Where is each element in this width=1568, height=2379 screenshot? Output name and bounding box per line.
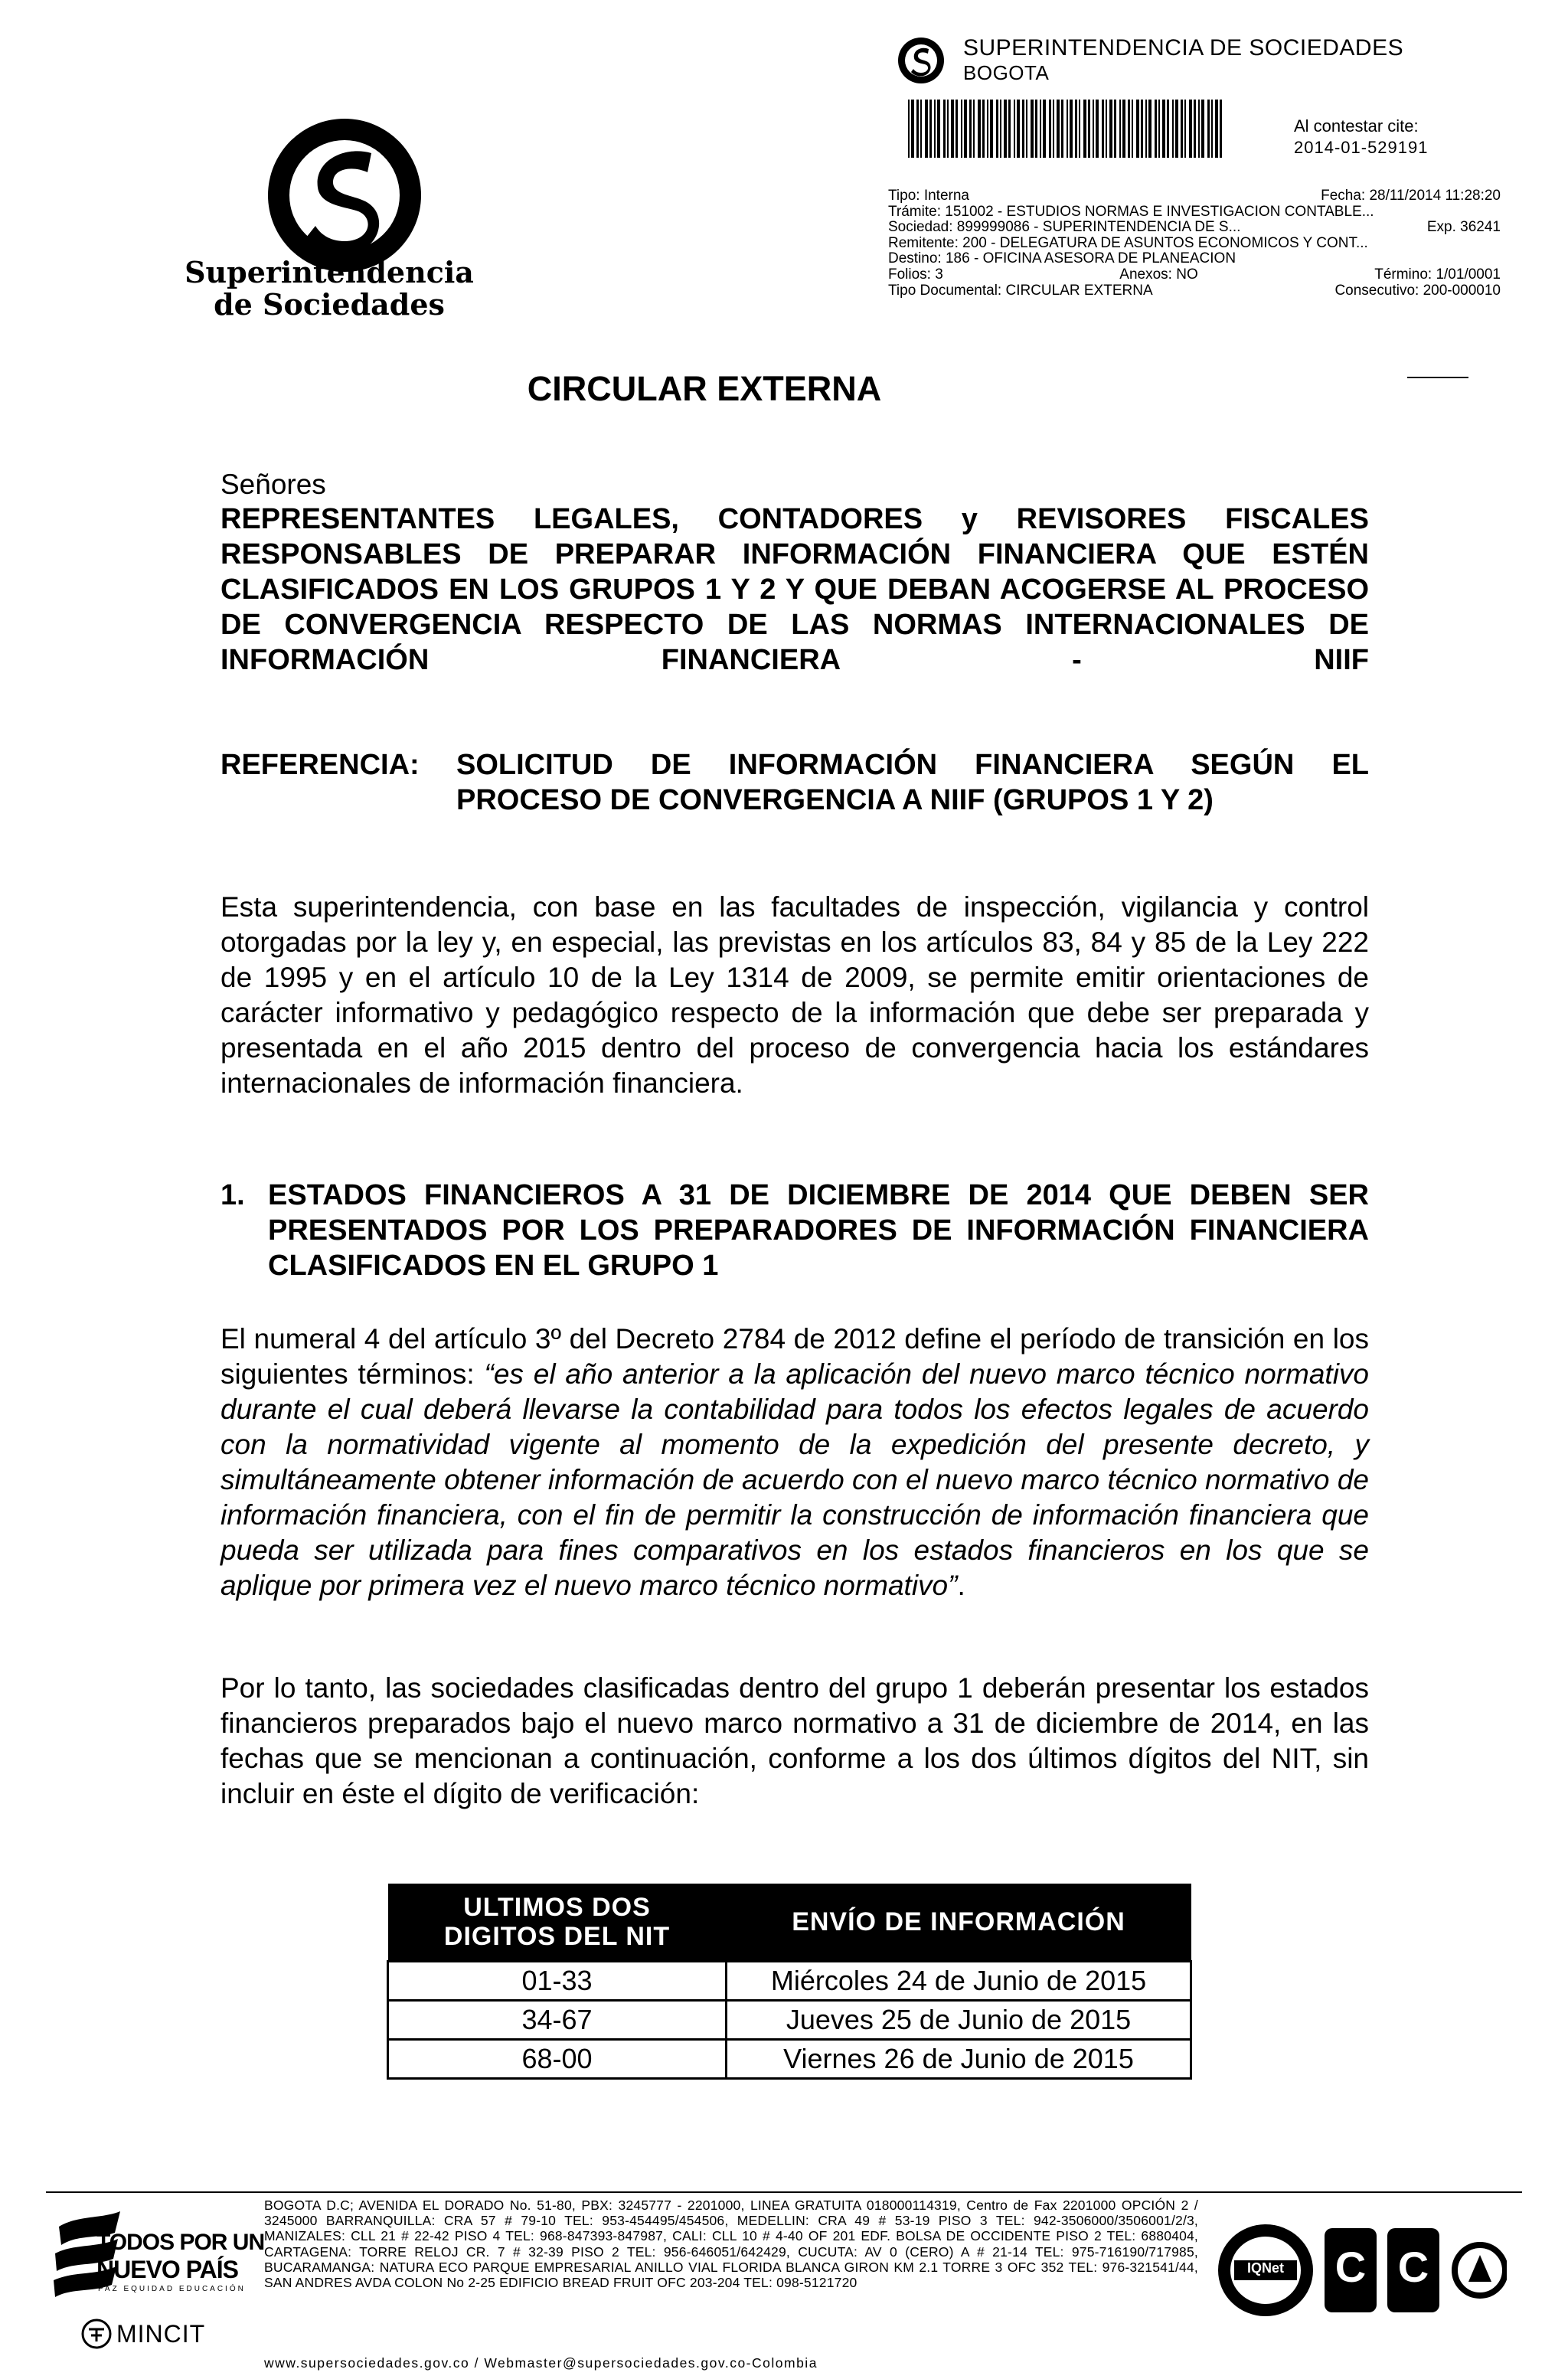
header-city: BOGOTA [963, 61, 1050, 84]
barcode-bar [1043, 100, 1046, 158]
barcode-bar [1053, 100, 1054, 158]
barcode-bar [1088, 100, 1090, 158]
barcode-bar [1167, 100, 1169, 158]
barcode-bar [1145, 100, 1147, 158]
barcode-bar [978, 100, 981, 158]
barcode-bar [1057, 100, 1060, 158]
meta-fecha: Fecha: 28/11/2014 11:28:20 [1321, 188, 1501, 204]
meta-folios: Folios: 3 [888, 266, 943, 283]
col-digits-header-line2: DIGITOS DEL NIT [443, 1922, 671, 1951]
meta-consecutivo: Consecutivo: 200-000010 [1334, 282, 1501, 299]
barcode-bar [1119, 100, 1121, 158]
barcode-bar [1128, 100, 1130, 158]
barcode-bar [1220, 100, 1222, 158]
barcode-bar [1040, 100, 1041, 158]
barcode-bar [1093, 100, 1094, 158]
barcode-bar [1070, 100, 1073, 158]
campaign-line1: TODOS POR UN [96, 2230, 265, 2255]
org-name-line1: Superintendencia [185, 255, 474, 289]
barcode-bar [1004, 100, 1007, 158]
document-title: CIRCULAR EXTERNA [527, 369, 882, 408]
meta-tipo-documental: Tipo Documental: CIRCULAR EXTERNA [888, 282, 1153, 299]
table-row [388, 2040, 1191, 2079]
barcode-bar [1035, 100, 1037, 158]
decree-quote: “es el año anterior a la aplicación del nuevo marco técnico normativo durante el cual deberá llevarse la contabilidad para todos los efectos legales de acuerdo con la normatividad vigente al momento de la expedición del presente decreto, y simultáneamente obtener información de acuerdo con el nuevo marco técnico normativo de información financiera, con el fin de permitir la construcción de información financiera que pueda ser utilizada para fines comparativos en los estados financieros en los que se aplique por primera vez el nuevo marco técnico normativo” [220, 1358, 1369, 1601]
barcode-bar [982, 100, 985, 158]
barcode-bar [1194, 100, 1196, 158]
submission-dates-table [387, 1884, 1192, 2080]
reference-label: REFERENCIA: [220, 749, 420, 781]
barcode-bar [1172, 100, 1174, 158]
meta-exp: Exp. 36241 [1426, 219, 1501, 236]
meta-tipo: Tipo: Interna [888, 188, 969, 204]
salutation: Señores [220, 469, 326, 500]
barcode-bar [969, 100, 972, 158]
barcode-bar [1148, 100, 1152, 158]
section-1-title: ESTADOS FINANCIEROS A 31 DE DICIEMBRE DE 2014 QUE DEBEN SER PRESENTADOS POR LOS PREPARADORES DE INFORMACIÓN FINANCIERA CLASIFICADOS EN EL GRUPO 1 [268, 1179, 1369, 1282]
header-org-name: SUPERINTENDENCIA DE SOCIEDADES [963, 35, 1404, 60]
barcode-bar [996, 100, 998, 158]
reply-number: 2014-01-529191 [1294, 138, 1429, 157]
section-1-heading [220, 1178, 1369, 1283]
meta-remitente: Remitente: 200 - DELEGATURA DE ASUNTOS ECONOMICOS Y CONT... [888, 234, 1368, 251]
barcode-bar [951, 100, 954, 158]
supersociedades-small-logo [894, 34, 948, 87]
intro-paragraph: Esta superintendencia, con base en las facultades de inspección, vigilancia y control otorgadas por la ley y, en especial, las previstas en los artículos 83, 84 y 85 de la Ley 222 de 1995 y en el artículo 10 de la Ley 1314 de 2009, se permite emitir orientaciones de carácter informativo y pedagógico respecto de la información que debe ser preparada y presentada en el año 2015 dentro del proceso de convergencia hacia los estándares internacionales de información financiera. [220, 891, 1369, 1099]
barcode-bar [990, 100, 993, 158]
icontec-seal-icon [1323, 2221, 1507, 2320]
date-cell: Viernes 26 de Junio de 2015 [727, 2040, 1191, 2079]
barcode-bar [934, 100, 936, 158]
col-digits-header-line1: ULTIMOS DOS [463, 1893, 651, 1922]
reply-label: Al contestar cite: [1294, 116, 1419, 136]
barcode-bar [1109, 100, 1112, 158]
barcode-bar [1162, 100, 1165, 158]
date-cell: Miércoles 24 de Junio de 2015 [727, 1962, 1191, 2001]
meta-sociedad: Sociedad: 899999086 - SUPERINTENDENCIA DE S... [888, 219, 1241, 236]
reference-text: SOLICITUD DE INFORMACIÓN FINANCIERA SEGÚN EL PROCESO DE CONVERGENCIA A NIIF (GRUPOS 1 Y 2) [456, 749, 1369, 816]
barcode-bar [1014, 100, 1015, 158]
barcode-bar [987, 100, 988, 158]
barcode-bar [1207, 100, 1210, 158]
footer-contact-text: BOGOTA D.C; AVENIDA EL DORADO No. 51-80, PBX: 3245777 - 2201000, LINEA GRATUITA 018000114319, Centro de Fax 2201000 OPCIÓN 2 / 3245000 BARRANQUILLA: CRA 57 # 79-10 TEL: 953-454495/454506, MEDELLIN: CRA 49 # 53-19 PISO 3 TEL: 942-3506000/3506001/2/3, MANIZALES: CLL 21 # 22-42 PISO 4 TEL: 968-847393-847987, CALI: CLL 10 # 4-40 OF 201 EDF. BOLSA DE OCCIDENTE PISO 2 TEL: 6880404, CARTAGENA: TORRE RELOJ CR. 7 # 32-39 PISO 2 TEL: 956-646051/642429, CUCUTA: AV 0 (CERO) A # 21-14 TEL: 975-716190/717985, BUCARAMANGA: NATURA ECO PARQUE EMPRESARIAL ANILLO VIAL FLORIDA BLANCA GIRON KM 2.1 TORRE 3 OFC 352 TEL: 976-321541/44, SAN ANDRES AVDA COLON No 2-25 EDIFICIO BREAD FRUIT OFC 203-204 TEL: 098-5121720 [264, 2198, 1198, 2291]
barcode-bar [947, 100, 949, 158]
barcode-bar [1075, 100, 1077, 158]
barcode-bar [943, 100, 946, 158]
meta-termino: Término: 1/01/0001 [1374, 266, 1501, 283]
reference-block [220, 747, 1369, 818]
footer-website: www.supersociedades.gov.co / Webmaster@supersociedades.gov.co-Colombia [264, 2355, 818, 2371]
barcode-bar [908, 100, 910, 158]
filing-metadata [888, 188, 1501, 299]
meta-anexos: Anexos: NO [1119, 266, 1198, 283]
digits-cell: 34-67 [388, 2001, 727, 2040]
barcode-bar [920, 100, 922, 158]
org-name [176, 257, 482, 321]
barcode-bar [1132, 100, 1133, 158]
barcode-bar [1122, 100, 1125, 158]
barcode-bar [1211, 100, 1213, 158]
barcode [908, 100, 1225, 158]
barcode-bar [1106, 100, 1107, 158]
recipients: REPRESENTANTES LEGALES, CONTADORES y REVISORES FISCALES RESPONSABLES DE PREPARAR INFORMACIÓN FINANCIERA QUE ESTÉN CLASIFICADOS EN LOS GRUPOS 1 Y 2 Y QUE DEBAN ACOGERSE AL PROCESO DE CONVERGENCIA RESPECTO DE LAS NORMAS INTERNACIONALES DE INFORMACIÓN FINANCIERA - NIIF [220, 503, 1369, 676]
barcode-bar [1215, 100, 1218, 158]
barcode-bar [1155, 100, 1157, 158]
campaign-line2: NUEVO PAÍS [96, 2256, 238, 2283]
table-row [388, 1962, 1191, 2001]
barcode-bar [1049, 100, 1051, 158]
svg-text:C: C [1334, 2243, 1367, 2291]
transition-end: . [957, 1570, 965, 1601]
barcode-bar [1067, 100, 1068, 158]
svg-text:C: C [1397, 2243, 1429, 2291]
col-date-header: ENVÍO DE INFORMACIÓN [727, 1884, 1191, 1962]
barcode-bar [1158, 100, 1160, 158]
barcode-bar [1022, 100, 1024, 158]
barcode-bar [1181, 100, 1183, 158]
barcode-bar [1061, 100, 1063, 158]
date-cell: Jueves 25 de Junio de 2015 [727, 2001, 1191, 2040]
schedule-paragraph: Por lo tanto, las sociedades clasificadas dentro del grupo 1 deberán presentar los estados financieros preparados bajo el nuevo marco normativo a 31 de diciembre de 2014, en las fechas que se mencionan a continuación, conforme a los dos últimos dígitos del NIT, sin incluir en éste el dígito de verificación: [220, 1672, 1369, 1809]
barcode-bar [1031, 100, 1034, 158]
meta-tramite: Trámite: 151002 - ESTUDIOS NORMAS E INVESTIGACION CONTABLE... [888, 203, 1374, 220]
barcode-bar [937, 100, 940, 158]
barcode-bar [1102, 100, 1104, 158]
transition-paragraph [220, 1322, 1369, 1603]
barcode-bar [1189, 100, 1192, 158]
barcode-bar [1008, 100, 1011, 158]
table-header-row [388, 1884, 1191, 1962]
barcode-bar [1079, 100, 1080, 158]
certification-logos [1216, 2221, 1522, 2328]
header-dash [1407, 377, 1468, 378]
section-1-number: 1. [220, 1179, 245, 1211]
iqnet-label: IQNet [1246, 2260, 1284, 2276]
barcode-bar [1184, 100, 1186, 158]
col-digits-header [388, 1884, 727, 1962]
footer-rule [46, 2191, 1522, 2193]
digits-cell: 68-00 [388, 2040, 727, 2079]
barcode-bar [956, 100, 958, 158]
barcode-bar [925, 100, 928, 158]
campaign-tagline: PAZ EQUIDAD EDUCACIÓN [98, 2285, 246, 2293]
barcode-bar [1026, 100, 1027, 158]
ministry-name: MINCIT [116, 2320, 206, 2348]
barcode-bar [916, 100, 919, 158]
barcode-bar [911, 100, 914, 158]
mincit-icon [81, 2319, 112, 2349]
org-name-line2: de Sociedades [214, 287, 445, 322]
barcode-bar [964, 100, 967, 158]
barcode-bar [1114, 100, 1116, 158]
barcode-bar [1136, 100, 1139, 158]
transition-lead: El numeral 4 del artículo 3º del Decreto 2784 de 2012 define el período de transición en los siguientes términos: [220, 1323, 1369, 1390]
meta-destino: Destino: 186 - OFICINA ASESORA DE PLANEACION [888, 250, 1236, 267]
barcode-bar [1083, 100, 1086, 158]
barcode-bar [1000, 100, 1001, 158]
barcode-bar [1198, 100, 1200, 158]
barcode-bar [1201, 100, 1204, 158]
barcode-bar [1175, 100, 1178, 158]
table-row [388, 2001, 1191, 2040]
barcode-bar [929, 100, 932, 158]
barcode-bar [1017, 100, 1020, 158]
barcode-bar [1096, 100, 1099, 158]
barcode-bar [961, 100, 962, 158]
barcode-bar [1141, 100, 1143, 158]
campaign-logo [47, 2211, 270, 2364]
digits-cell: 01-33 [388, 1962, 727, 2001]
barcode-bar [973, 100, 975, 158]
